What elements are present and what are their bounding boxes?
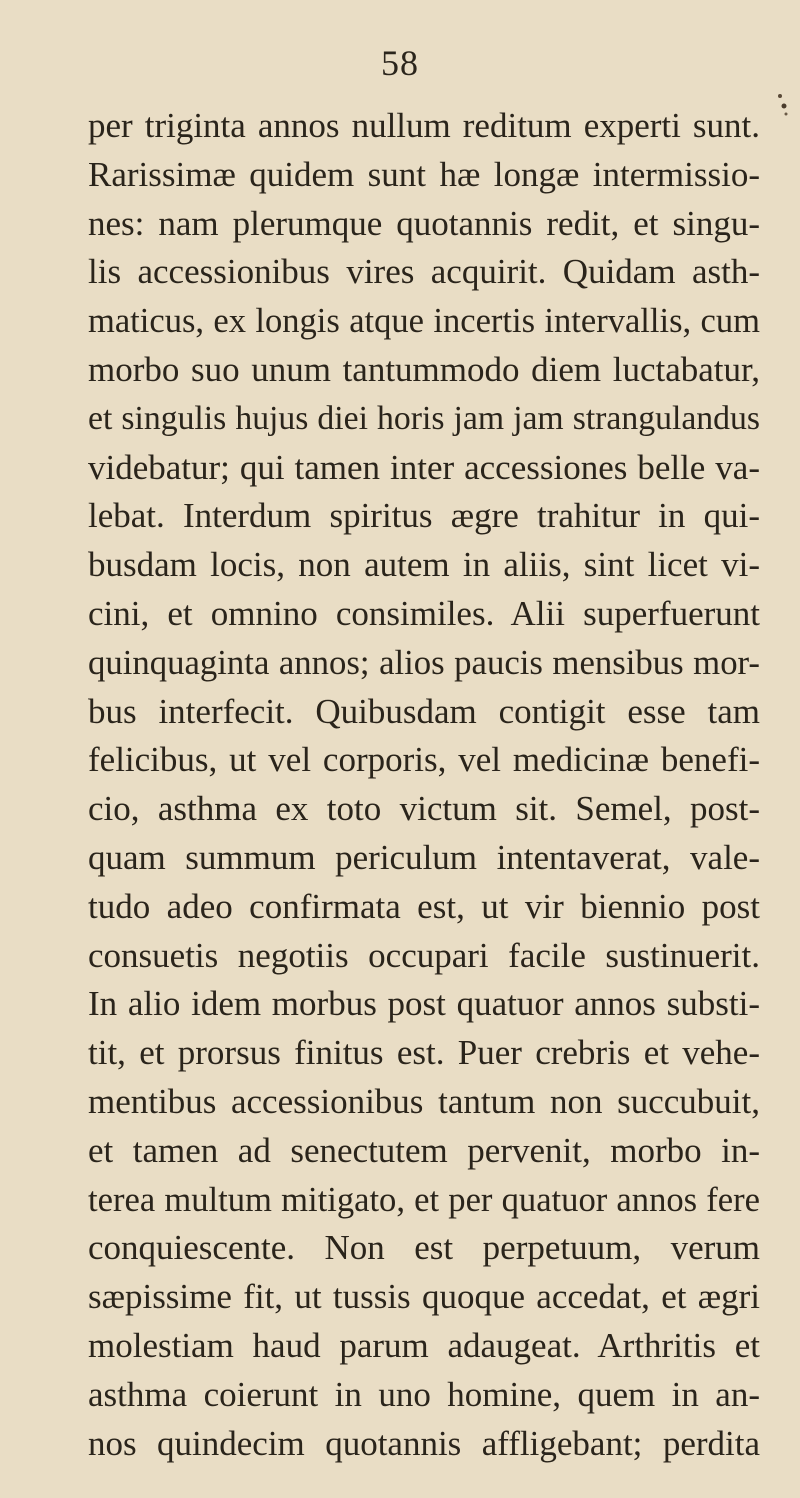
text-line: mentibus accessionibus tantum non succubuit, — [88, 1081, 760, 1121]
text-line: maticus, ex longis atque incertis intervallis, cum — [88, 302, 760, 341]
text-line: Rarissimæ quidem sunt hæ longæ intermissio- — [88, 154, 760, 194]
text-line: cini, et omnino consimiles. Alii superfuerunt — [88, 593, 760, 633]
ink-speck-icon — [775, 90, 789, 120]
text-line: busdam locis, non autem in aliis, sint licet vi- — [88, 545, 760, 585]
text-line: per triginta annos nullum reditum experti sunt. — [88, 106, 760, 145]
text-line: cio, asthma ex toto victum sit. Semel, post- — [88, 789, 760, 829]
text-line: lebat. Interdum spiritus ægre trahitur in qui- — [88, 496, 760, 536]
text-line: consuetis negotiis occupari facile sustinuerit. — [88, 935, 760, 975]
page-number: 58 — [381, 43, 419, 83]
text-line: et singulis hujus diei horis jam jam strangulandus — [88, 399, 760, 437]
text-line: et tamen ad senectutem pervenit, morbo in- — [88, 1130, 760, 1170]
text-line: felicibus, ut vel corporis, vel medicinæ benefi- — [88, 740, 760, 780]
text-line: In alio idem morbus post quatuor annos substi- — [88, 984, 760, 1024]
text-line: tit, et prorsus finitus est. Puer crebris et vehe- — [88, 1033, 760, 1073]
text-line: tudo adeo confirmata est, ut vir biennio post — [88, 886, 760, 926]
text-line: conquiescente. Non est perpetuum, verum — [88, 1228, 760, 1268]
text-line: lis accessionibus vires acquirit. Quidam asth- — [88, 252, 760, 292]
body-text — [88, 102, 760, 1468]
text-line: sæpissime fit, ut tussis quoque accedat, et ægri — [88, 1277, 760, 1317]
text-line: videbatur; qui tamen inter accessiones belle va- — [88, 447, 760, 487]
text-line: asthma coierunt in uno homine, quem in an- — [88, 1374, 760, 1414]
text-line: bus interfecit. Quibusdam contigit esse tam — [88, 691, 760, 731]
text-line: nes: nam plerumque quotannis redit, et singu- — [88, 203, 760, 243]
text-line: molestiam haud parum adaugeat. Arthritis et — [88, 1325, 760, 1365]
text-line: terea multum mitigato, et per quatuor annos fere — [88, 1180, 760, 1219]
text-line: nos quindecim quotannis affligebant; perdita — [88, 1423, 760, 1463]
text-line: quinquaginta annos; alios paucis mensibus mor- — [88, 642, 760, 682]
text-line: quam summum periculum intentaverat, vale- — [88, 837, 760, 877]
text-line: morbo suo unum tantummodo diem luctabatur, — [88, 349, 760, 389]
